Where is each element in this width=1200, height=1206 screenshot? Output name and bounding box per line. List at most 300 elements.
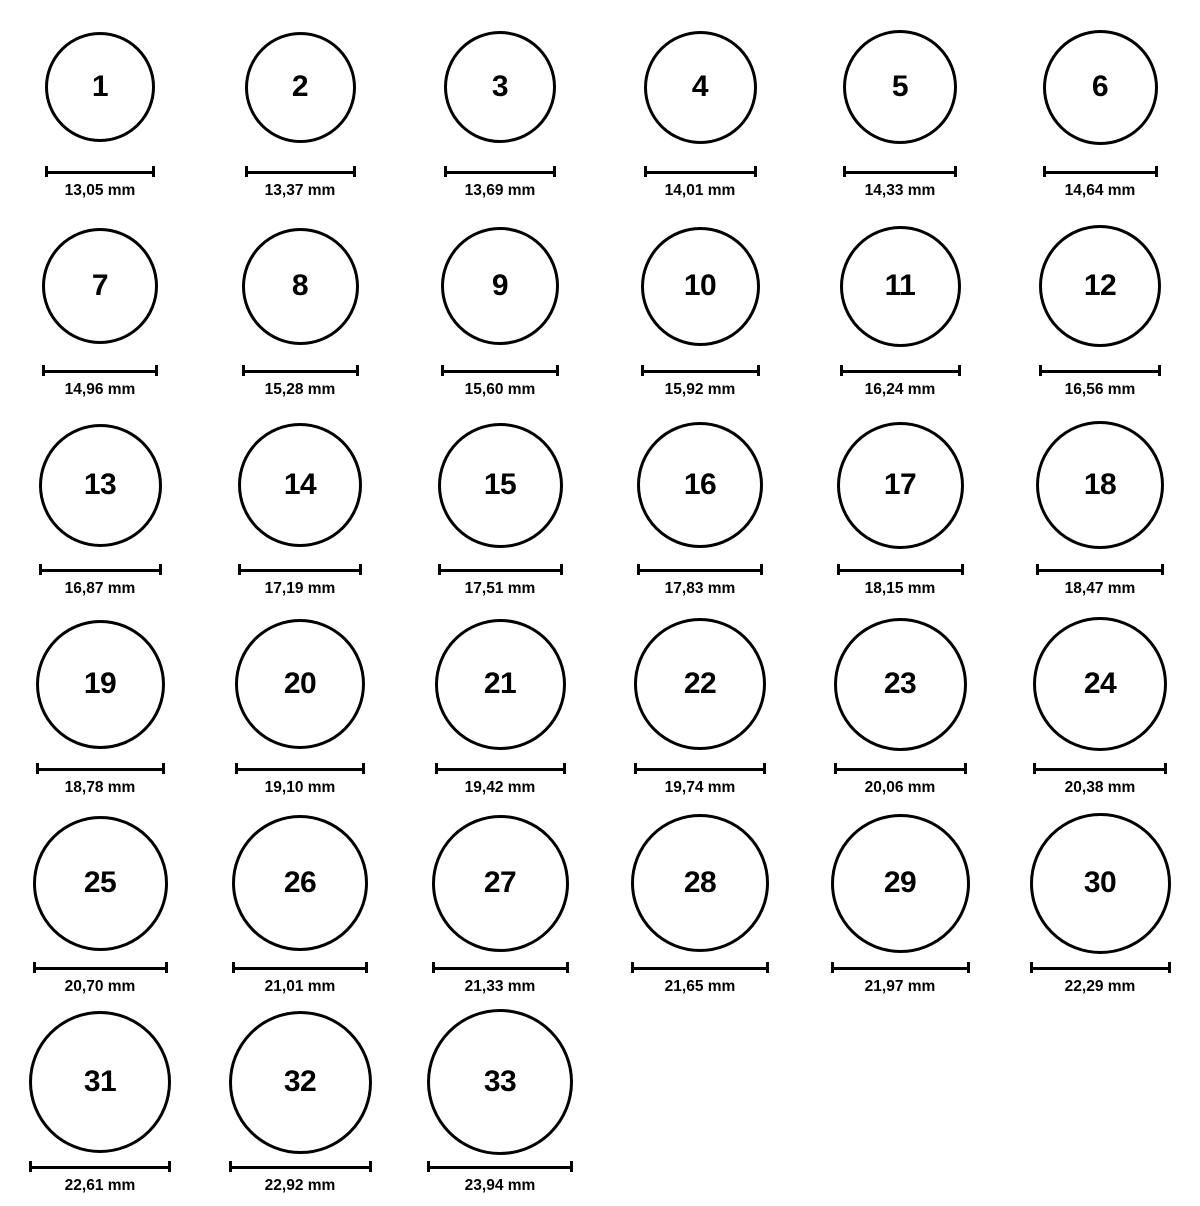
diameter-label: 19,42 mm	[464, 779, 536, 796]
ring-circle	[644, 31, 757, 144]
measurement-bar-icon	[33, 962, 168, 973]
diameter-measure	[834, 761, 967, 775]
measurement-cap-left	[435, 763, 438, 774]
measurement-cap-left	[36, 763, 39, 774]
measurement-line	[834, 768, 967, 771]
ring-circle	[33, 816, 168, 951]
diameter-label: 21,65 mm	[664, 978, 736, 995]
ring-size-number: 8	[291, 269, 309, 302]
measurement-cap-left	[1036, 564, 1039, 575]
ring-circle-wrap	[36, 609, 165, 759]
measurement-line	[229, 1166, 372, 1169]
ring-size-number: 29	[883, 866, 917, 899]
ring-size-number: 12	[1083, 269, 1117, 302]
measurement-bar-icon	[238, 564, 362, 575]
measurement-cap-left	[235, 763, 238, 774]
ring-circle-wrap	[1033, 609, 1167, 759]
measurement-bar-icon	[438, 564, 563, 575]
diameter-measure	[634, 761, 766, 775]
measurement-cap-left	[831, 962, 834, 973]
diameter-label: 20,38 mm	[1064, 779, 1136, 796]
measurement-bar-icon	[427, 1161, 573, 1172]
measurement-cap-right	[353, 166, 356, 177]
ring-size-number: 6	[1091, 70, 1109, 103]
measurement-line	[29, 1166, 171, 1169]
ring-size-cell	[800, 609, 1000, 808]
measurement-cap-left	[1039, 365, 1042, 376]
measurement-cap-left	[242, 365, 245, 376]
measurement-bar-icon	[637, 564, 763, 575]
measurement-cap-right	[964, 763, 967, 774]
measurement-bar-icon	[229, 1161, 372, 1172]
ring-circle	[42, 228, 158, 344]
ring-circle-wrap	[235, 609, 365, 759]
measurement-cap-right	[566, 962, 569, 973]
measurement-cap-left	[634, 763, 637, 774]
ring-size-cell	[0, 410, 200, 609]
diameter-label: 16,24 mm	[864, 381, 936, 398]
measurement-cap-right	[958, 365, 961, 376]
diameter-measure	[641, 363, 760, 377]
ring-size-number: 11	[884, 269, 916, 302]
measurement-bar-icon	[444, 166, 556, 177]
ring-size-number: 21	[483, 667, 517, 700]
diameter-label: 16,87 mm	[64, 580, 136, 597]
ring-size-cell	[400, 12, 600, 211]
diameter-label: 14,96 mm	[64, 381, 136, 398]
ring-size-cell	[0, 211, 200, 410]
measurement-cap-right	[359, 564, 362, 575]
ring-circle-wrap	[232, 808, 368, 958]
measurement-cap-left	[834, 763, 837, 774]
measurement-line	[631, 967, 769, 970]
measurement-line	[840, 370, 961, 373]
diameter-measure	[438, 562, 563, 576]
measurement-cap-right	[1168, 962, 1171, 973]
measurement-line	[637, 569, 763, 572]
measurement-bar-icon	[45, 166, 155, 177]
diameter-measure	[631, 960, 769, 974]
diameter-measure	[235, 761, 365, 775]
measurement-cap-right	[757, 365, 760, 376]
ring-size-cell	[0, 808, 200, 1007]
diameter-label: 19,10 mm	[264, 779, 336, 796]
measurement-bar-icon	[831, 962, 970, 973]
diameter-measure	[843, 164, 957, 178]
diameter-measure	[29, 1159, 171, 1173]
ring-size-cell	[800, 410, 1000, 609]
measurement-cap-left	[441, 365, 444, 376]
diameter-measure	[238, 562, 362, 576]
ring-size-cell	[400, 1007, 600, 1206]
measurement-bar-icon	[42, 365, 158, 376]
ring-circle-wrap	[33, 808, 168, 958]
ring-size-number: 20	[283, 667, 317, 700]
ring-size-number: 19	[83, 667, 117, 700]
ring-size-cell	[1000, 410, 1200, 609]
measurement-bar-icon	[843, 166, 957, 177]
measurement-cap-left	[438, 564, 441, 575]
ring-circle	[840, 226, 961, 347]
measurement-cap-right	[553, 166, 556, 177]
measurement-line	[1030, 967, 1171, 970]
measurement-cap-right	[1155, 166, 1158, 177]
ring-circle-wrap	[1043, 12, 1158, 162]
measurement-line	[444, 171, 556, 174]
ring-size-cell	[1000, 808, 1200, 1007]
ring-circle	[1043, 30, 1158, 145]
ring-size-cell	[0, 1007, 200, 1206]
diameter-measure	[435, 761, 566, 775]
measurement-bar-icon	[29, 1161, 171, 1172]
ring-size-cell	[400, 808, 600, 1007]
diameter-label: 18,78 mm	[64, 779, 136, 796]
ring-size-cell	[200, 410, 400, 609]
ring-circle-wrap	[831, 808, 970, 958]
measurement-bar-icon	[441, 365, 559, 376]
measurement-cap-right	[1158, 365, 1161, 376]
measurement-bar-icon	[631, 962, 769, 973]
measurement-cap-right	[369, 1161, 372, 1172]
measurement-cap-right	[961, 564, 964, 575]
ring-size-number: 13	[83, 468, 117, 501]
diameter-label: 22,29 mm	[1064, 978, 1136, 995]
ring-size-cell	[0, 12, 200, 211]
diameter-label: 20,06 mm	[864, 779, 936, 796]
measurement-cap-right	[152, 166, 155, 177]
ring-size-cell	[1000, 609, 1200, 808]
ring-size-cell	[400, 410, 600, 609]
ring-size-number: 31	[83, 1065, 117, 1098]
measurement-bar-icon	[245, 166, 356, 177]
diameter-measure	[427, 1159, 573, 1173]
measurement-cap-right	[1164, 763, 1167, 774]
ring-circle-wrap	[245, 12, 356, 162]
ring-circle	[843, 30, 957, 144]
measurement-cap-left	[245, 166, 248, 177]
measurement-line	[39, 569, 162, 572]
diameter-label: 18,47 mm	[1064, 580, 1136, 597]
ring-circle-wrap	[644, 12, 757, 162]
diameter-label: 23,94 mm	[464, 1177, 536, 1194]
diameter-measure	[441, 363, 559, 377]
ring-size-number: 30	[1083, 866, 1117, 899]
measurement-bar-icon	[644, 166, 757, 177]
ring-size-number: 22	[683, 667, 717, 700]
measurement-bar-icon	[634, 763, 766, 774]
ring-circle-wrap	[438, 410, 563, 560]
measurement-cap-right	[763, 763, 766, 774]
ring-circle	[29, 1011, 171, 1153]
measurement-cap-left	[232, 962, 235, 973]
ring-circle-wrap	[238, 410, 362, 560]
measurement-line	[1033, 768, 1167, 771]
ring-size-number: 25	[83, 866, 117, 899]
ring-size-cell	[200, 808, 400, 1007]
measurement-line	[232, 967, 368, 970]
measurement-cap-right	[556, 365, 559, 376]
measurement-cap-left	[631, 962, 634, 973]
ring-circle-wrap	[834, 609, 967, 759]
measurement-cap-right	[362, 763, 365, 774]
measurement-line	[1039, 370, 1161, 373]
diameter-label: 14,64 mm	[1064, 182, 1136, 199]
measurement-cap-right	[560, 564, 563, 575]
ring-circle-wrap	[42, 211, 158, 361]
diameter-label: 20,70 mm	[64, 978, 136, 995]
measurement-cap-right	[754, 166, 757, 177]
ring-size-cell	[600, 609, 800, 808]
measurement-line	[238, 569, 362, 572]
measurement-cap-right	[165, 962, 168, 973]
measurement-bar-icon	[435, 763, 566, 774]
ring-circle-wrap	[242, 211, 359, 361]
measurement-cap-right	[1161, 564, 1164, 575]
ring-size-number: 27	[483, 866, 517, 899]
measurement-line	[33, 967, 168, 970]
measurement-bar-icon	[1030, 962, 1171, 973]
measurement-bar-icon	[1039, 365, 1161, 376]
ring-circle-wrap	[29, 1007, 171, 1157]
measurement-line	[45, 171, 155, 174]
ring-size-cell	[0, 609, 200, 808]
diameter-measure	[840, 363, 961, 377]
measurement-bar-icon	[1036, 564, 1164, 575]
diameter-label: 13,69 mm	[464, 182, 536, 199]
diameter-label: 21,97 mm	[864, 978, 936, 995]
ring-size-number: 10	[683, 269, 717, 302]
diameter-measure	[637, 562, 763, 576]
measurement-cap-right	[563, 763, 566, 774]
measurement-line	[245, 171, 356, 174]
ring-size-number: 1	[91, 70, 109, 103]
ring-circle	[831, 814, 970, 953]
measurement-line	[1036, 569, 1164, 572]
ring-size-number: 7	[91, 269, 109, 302]
measurement-line	[644, 171, 757, 174]
ring-circle	[36, 620, 165, 749]
measurement-cap-left	[843, 166, 846, 177]
ring-circle-wrap	[637, 410, 763, 560]
diameter-label: 21,01 mm	[264, 978, 336, 995]
ring-circle-wrap	[229, 1007, 372, 1157]
ring-size-cell	[600, 211, 800, 410]
diameter-measure	[229, 1159, 372, 1173]
ring-size-cell	[800, 211, 1000, 410]
ring-size-number: 15	[483, 468, 517, 501]
diameter-measure	[432, 960, 569, 974]
ring-circle-wrap	[837, 410, 964, 560]
measurement-cap-right	[760, 564, 763, 575]
ring-circle	[235, 619, 365, 749]
diameter-measure	[33, 960, 168, 974]
diameter-measure	[444, 164, 556, 178]
ring-circle-wrap	[39, 410, 162, 560]
measurement-cap-left	[444, 166, 447, 177]
ring-size-cell	[1000, 211, 1200, 410]
measurement-bar-icon	[235, 763, 365, 774]
ring-size-number: 24	[1083, 667, 1117, 700]
measurement-cap-left	[238, 564, 241, 575]
measurement-bar-icon	[834, 763, 967, 774]
ring-circle	[837, 422, 964, 549]
measurement-line	[634, 768, 766, 771]
measurement-line	[831, 967, 970, 970]
ring-size-number: 4	[691, 70, 709, 103]
measurement-line	[1043, 171, 1158, 174]
diameter-measure	[1036, 562, 1164, 576]
measurement-cap-left	[837, 564, 840, 575]
measurement-bar-icon	[1033, 763, 1167, 774]
ring-size-cell	[1000, 12, 1200, 211]
measurement-cap-right	[365, 962, 368, 973]
measurement-line	[427, 1166, 573, 1169]
ring-circle	[441, 227, 559, 345]
measurement-line	[432, 967, 569, 970]
measurement-cap-left	[39, 564, 42, 575]
measurement-cap-left	[840, 365, 843, 376]
measurement-bar-icon	[432, 962, 569, 973]
measurement-cap-left	[229, 1161, 232, 1172]
ring-circle-wrap	[45, 12, 155, 162]
ring-circle	[1039, 225, 1161, 347]
measurement-cap-right	[159, 564, 162, 575]
ring-circle	[641, 227, 760, 346]
ring-circle	[634, 618, 766, 750]
measurement-line	[242, 370, 359, 373]
ring-circle	[834, 618, 967, 751]
measurement-cap-right	[570, 1161, 573, 1172]
diameter-label: 16,56 mm	[1064, 381, 1136, 398]
diameter-label: 22,61 mm	[64, 1177, 136, 1194]
ring-size-cell	[400, 609, 600, 808]
ring-size-cell	[600, 12, 800, 211]
diameter-measure	[644, 164, 757, 178]
measurement-cap-left	[33, 962, 36, 973]
ring-circle	[444, 31, 556, 143]
diameter-measure	[42, 363, 158, 377]
diameter-label: 15,28 mm	[264, 381, 336, 398]
diameter-measure	[831, 960, 970, 974]
ring-circle-wrap	[1039, 211, 1161, 361]
diameter-label: 14,01 mm	[664, 182, 736, 199]
ring-circle-wrap	[444, 12, 556, 162]
measurement-cap-right	[766, 962, 769, 973]
ring-size-number: 33	[483, 1065, 517, 1098]
ring-size-cell	[800, 808, 1000, 1007]
ring-circle	[229, 1011, 372, 1154]
diameter-measure	[39, 562, 162, 576]
ring-circle	[39, 424, 162, 547]
ring-size-number: 26	[283, 866, 317, 899]
diameter-label: 22,92 mm	[264, 1177, 336, 1194]
ring-circle-wrap	[1036, 410, 1164, 560]
measurement-line	[435, 768, 566, 771]
measurement-bar-icon	[837, 564, 964, 575]
diameter-label: 19,74 mm	[664, 779, 736, 796]
ring-size-number: 16	[683, 468, 717, 501]
ring-circle	[432, 815, 569, 952]
diameter-measure	[1043, 164, 1158, 178]
ring-circle-wrap	[441, 211, 559, 361]
measurement-bar-icon	[1043, 166, 1158, 177]
ring-size-number: 28	[683, 866, 717, 899]
diameter-label: 17,19 mm	[264, 580, 336, 597]
ring-size-number: 3	[491, 70, 509, 103]
ring-size-number: 9	[491, 269, 509, 302]
ring-circle	[242, 228, 359, 345]
ring-circle	[1033, 617, 1167, 751]
measurement-cap-right	[967, 962, 970, 973]
ring-size-cell	[200, 1007, 400, 1206]
diameter-measure	[1030, 960, 1171, 974]
ring-size-cell	[600, 808, 800, 1007]
measurement-cap-left	[641, 365, 644, 376]
measurement-cap-left	[1030, 962, 1033, 973]
measurement-cap-left	[432, 962, 435, 973]
ring-size-cell	[400, 211, 600, 410]
measurement-line	[438, 569, 563, 572]
ring-circle-wrap	[427, 1007, 573, 1157]
diameter-label: 13,05 mm	[64, 182, 136, 199]
ring-circle	[245, 32, 356, 143]
ring-size-number: 5	[891, 70, 909, 103]
ring-circle	[438, 423, 563, 548]
ring-circle	[238, 423, 362, 547]
ring-circle-wrap	[631, 808, 769, 958]
measurement-line	[36, 768, 165, 771]
diameter-label: 14,33 mm	[864, 182, 936, 199]
diameter-measure	[242, 363, 359, 377]
diameter-label: 17,51 mm	[464, 580, 536, 597]
ring-size-number: 14	[283, 468, 317, 501]
ring-size-cell	[800, 12, 1000, 211]
ring-size-number: 2	[291, 70, 309, 103]
ring-circle	[435, 619, 566, 750]
ring-circle-wrap	[634, 609, 766, 759]
measurement-bar-icon	[840, 365, 961, 376]
measurement-cap-left	[427, 1161, 430, 1172]
diameter-label: 18,15 mm	[864, 580, 936, 597]
diameter-measure	[245, 164, 356, 178]
ring-circle-wrap	[1030, 808, 1171, 958]
measurement-line	[42, 370, 158, 373]
measurement-bar-icon	[39, 564, 162, 575]
ring-circle	[1036, 421, 1164, 549]
ring-circle	[1030, 813, 1171, 954]
ring-circle-wrap	[435, 609, 566, 759]
ring-circle	[637, 422, 763, 548]
ring-size-number: 23	[883, 667, 917, 700]
measurement-cap-left	[1043, 166, 1046, 177]
diameter-measure	[1039, 363, 1161, 377]
diameter-measure	[36, 761, 165, 775]
diameter-measure	[45, 164, 155, 178]
ring-size-cell	[200, 12, 400, 211]
diameter-label: 15,92 mm	[664, 381, 736, 398]
measurement-line	[843, 171, 957, 174]
measurement-cap-left	[644, 166, 647, 177]
ring-circle	[45, 32, 155, 142]
diameter-measure	[837, 562, 964, 576]
diameter-label: 21,33 mm	[464, 978, 536, 995]
ring-size-cell	[600, 410, 800, 609]
diameter-measure	[232, 960, 368, 974]
ring-circle	[631, 814, 769, 952]
measurement-cap-right	[155, 365, 158, 376]
diameter-label: 15,60 mm	[464, 381, 536, 398]
measurement-bar-icon	[641, 365, 760, 376]
